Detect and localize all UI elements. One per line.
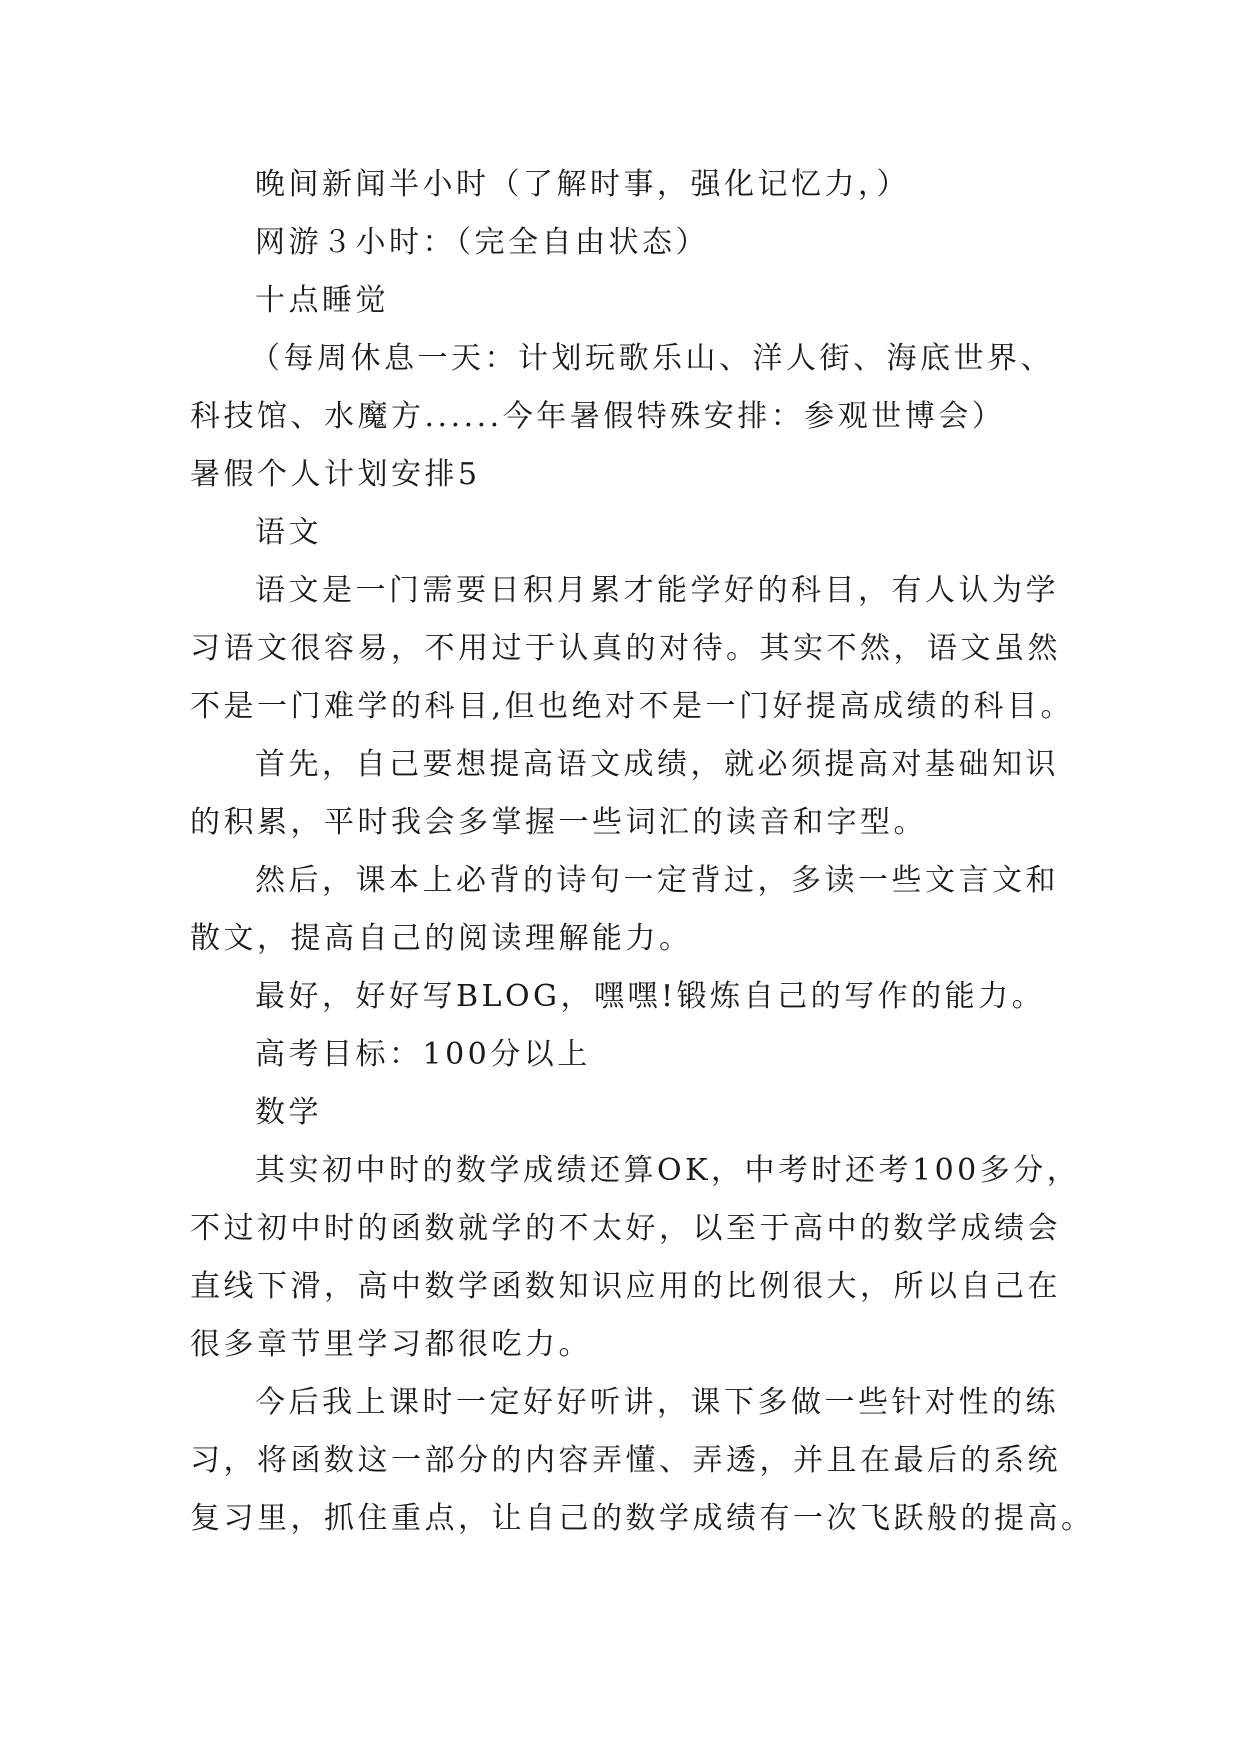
text-line: 十点睡觉 (255, 283, 389, 318)
text-line: 最好，好好写BLOG，嘿嘿!锻炼自己的写作的能力。 (255, 979, 1046, 1014)
text-line: 首先，自己要想提高语文成绩，就必须提高对基础知识 (255, 747, 1059, 782)
text-line: 科技馆、水魔方......今年暑假特殊安排：参观世博会） (190, 399, 1006, 434)
text-line: 复习里，抓住重点，让自己的数学成绩有一次飞跃般的提高。 (190, 1501, 1095, 1536)
text-line: 习语文很容易，不用过于认真的对待。其实不然，语文虽然 (190, 631, 1061, 666)
text-line: 晚间新闻半小时（了解时事，强化记忆力，） (255, 167, 910, 202)
text-line: 今后我上课时一定好好听讲，课下多做一些针对性的练 (255, 1385, 1059, 1420)
text-line: 很多章节里学习都很吃力。 (190, 1327, 592, 1362)
subject-heading: 语文 (255, 515, 322, 550)
text-line: 不是一门难学的科目,但也绝对不是一门好提高成绩的科目。 (190, 689, 1075, 724)
text-line: （每周休息一天：计划玩歌乐山、洋人街、海底世界、 (250, 341, 1054, 376)
text-line: 直线下滑，高中数学函数知识应用的比例很大，所以自己在 (190, 1269, 1061, 1304)
text-line: 然后，课本上必背的诗句一定背过，多读一些文言文和 (255, 863, 1059, 898)
text-line: 其实初中时的数学成绩还算OK，中考时还考100多分， (255, 1153, 1081, 1188)
text-line: 语文是一门需要日积月累才能学好的科目，有人认为学 (255, 573, 1059, 608)
text-line: 的积累，平时我会多掌握一些词汇的读音和字型。 (190, 805, 927, 840)
text-line: 不过初中时的函数就学的不太好，以至于高中的数学成绩会 (190, 1211, 1061, 1246)
subject-heading: 数学 (255, 1095, 322, 1130)
text-line: 习，将函数这一部分的内容弄懂、弄透，并且在最后的系统 (190, 1443, 1061, 1478)
text-line: 网游３小时：（完全自由状态） (255, 225, 709, 260)
text-line: 高考目标：100分以上 (255, 1037, 591, 1072)
text-line: 散文，提高自己的阅读理解能力。 (190, 921, 693, 956)
section-title: 暑假个人计划安排5 (190, 457, 481, 492)
